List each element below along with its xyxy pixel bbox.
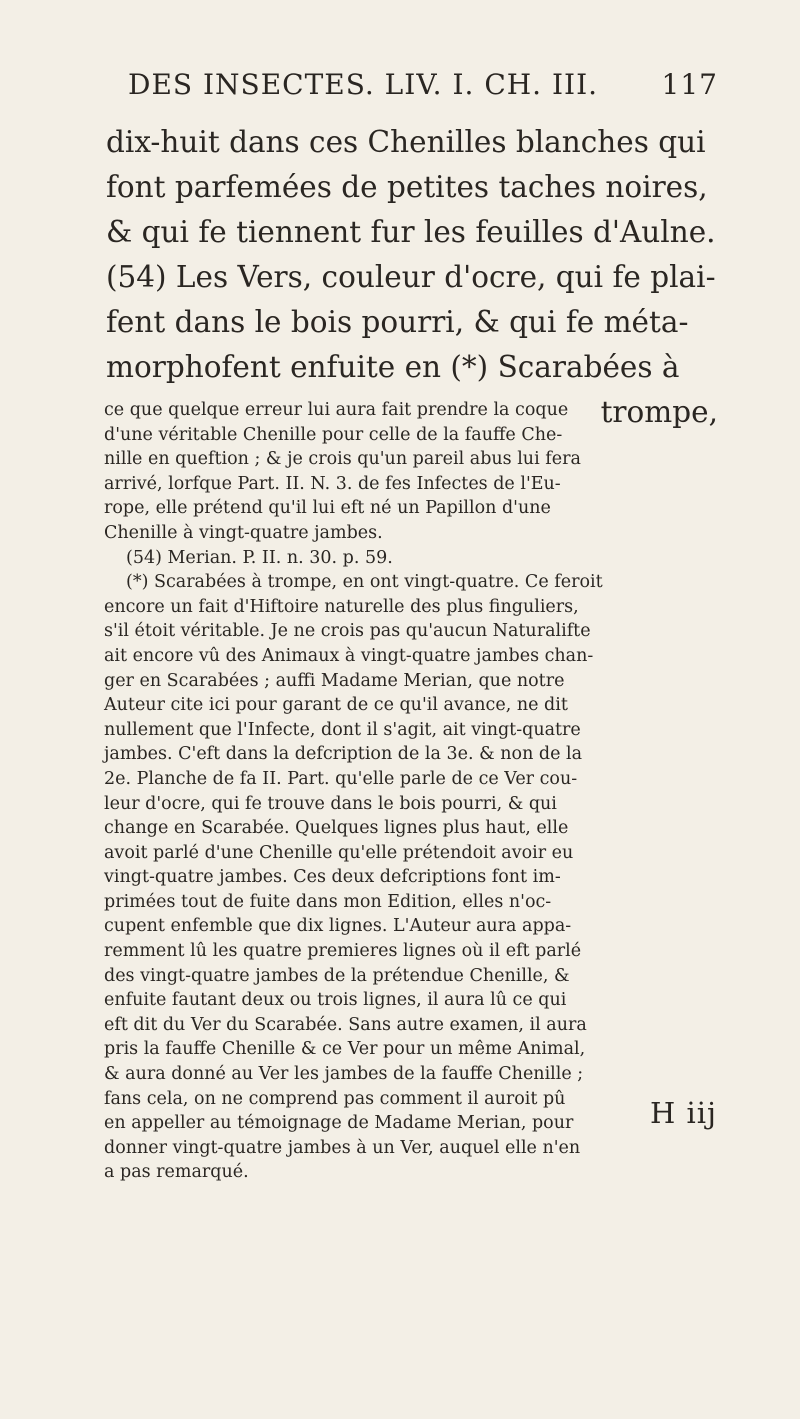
footnote-line: cupent enfemble que dix lignes. L'Auteur aura appa- [104, 916, 572, 937]
main-text-line: font parfemées de petites taches noires, [106, 170, 708, 204]
main-text [106, 120, 718, 435]
footnote-line: nullement que l'Infecte, dont il s'agit, ait vingt-quatre [104, 719, 581, 740]
footnote-line: jambes. C'eft dans la defcription de la 3e. & non de la [104, 744, 583, 765]
footnote-line: s'il étoit véritable. Je ne crois pas qu'aucun Naturalifte [104, 621, 591, 642]
main-text-line: fent dans le bois pourri, & qui fe méta- [106, 305, 689, 339]
footnote-line: des vingt-quatre jambes de la prétendue Chenille, & [104, 965, 570, 986]
footnote-line: pris la fauffe Chenille & ce Ver pour un même Animal, [104, 1039, 586, 1060]
footnote-line: remment lû les quatre premieres lignes où il eft parlé [104, 941, 582, 962]
main-text-line: & qui fe tiennent fur les feuilles d'Aulne. [106, 215, 716, 249]
signature-mark: H iij [650, 1096, 718, 1130]
footnote-line: vingt-quatre jambes. Ces deux defcriptions font im- [104, 867, 561, 888]
footnote-line: arrivé, lorfque Part. II. N. 3. de fes Infectes de l'Eu- [104, 473, 561, 494]
running-title: DES INSECTES. LIV. I. CH. III. [128, 68, 599, 101]
footnotes [104, 398, 716, 1185]
footnote-line: d'une véritable Chenille pour celle de la fauffe Che- [104, 424, 563, 445]
footnote-line: avoit parlé d'une Chenille qu'elle prétendoit avoir eu [104, 842, 574, 863]
footnote-line: Auteur cite ici pour garant de ce qu'il avance, ne dit [104, 695, 568, 716]
footnote-line: rope, elle prétend qu'il lui eft né un Papillon d'une [104, 498, 551, 519]
footnote-line: ait encore vû des Animaux à vingt-quatre jambes chan- [104, 645, 594, 666]
footnote-line: en appeller au témoignage de Madame Merian, pour [104, 1113, 574, 1134]
main-text-line: dix-huit dans ces Chenilles blanches qui [106, 125, 706, 159]
main-text-line: (54) Les Vers, couleur d'ocre, qui fe plai- [106, 260, 716, 294]
footnote-line: (54) Merian. P. II. n. 30. p. 59. [126, 547, 393, 568]
footnote-line: donner vingt-quatre jambes à un Ver, auquel elle n'en [104, 1137, 581, 1158]
footnote-line: Chenille à vingt-quatre jambes. [104, 522, 383, 543]
footnote-line: & aura donné au Ver les jambes de la fauffe Chenille ; [104, 1064, 584, 1085]
page-number: 117 [661, 68, 718, 101]
footnote-line: nille en queftion ; & je crois qu'un pareil abus lui fera [104, 449, 581, 470]
footnote-line: encore un fait d'Hiftoire naturelle des plus finguliers, [104, 596, 579, 617]
main-text-line: morphofent enfuite en (*) Scarabées à [106, 350, 680, 384]
footnote-line: leur d'ocre, qui fe trouve dans le bois pourri, & qui [104, 793, 557, 814]
footnote-line: fans cela, on ne comprend pas comment il auroit pû [104, 1088, 566, 1109]
footnote-line: ce que quelque erreur lui aura fait prendre la coque [104, 400, 569, 420]
footnote-line: primées tout de fuite dans mon Edition, elles n'oc- [104, 891, 552, 912]
footnote-line: change en Scarabée. Quelques lignes plus haut, elle [104, 818, 569, 839]
footnote-line: eft dit du Ver du Scarabée. Sans autre examen, il aura [104, 1014, 587, 1035]
footnote-line: a pas remarqué. [104, 1162, 249, 1183]
footnote-line: 2e. Planche de fa II. Part. qu'elle parle de ce Ver cou- [104, 768, 578, 789]
main-text-line: trompe, [600, 395, 718, 429]
footnote-line: (*) Scarabées à trompe, en ont vingt-quatre. Ce feroit [126, 572, 603, 593]
footnote-line: ger en Scarabées ; auffi Madame Merian, que notre [104, 670, 565, 691]
running-header [128, 68, 718, 101]
footnote-line: enfuite fautant deux ou trois lignes, il aura lû ce qui [104, 990, 567, 1011]
